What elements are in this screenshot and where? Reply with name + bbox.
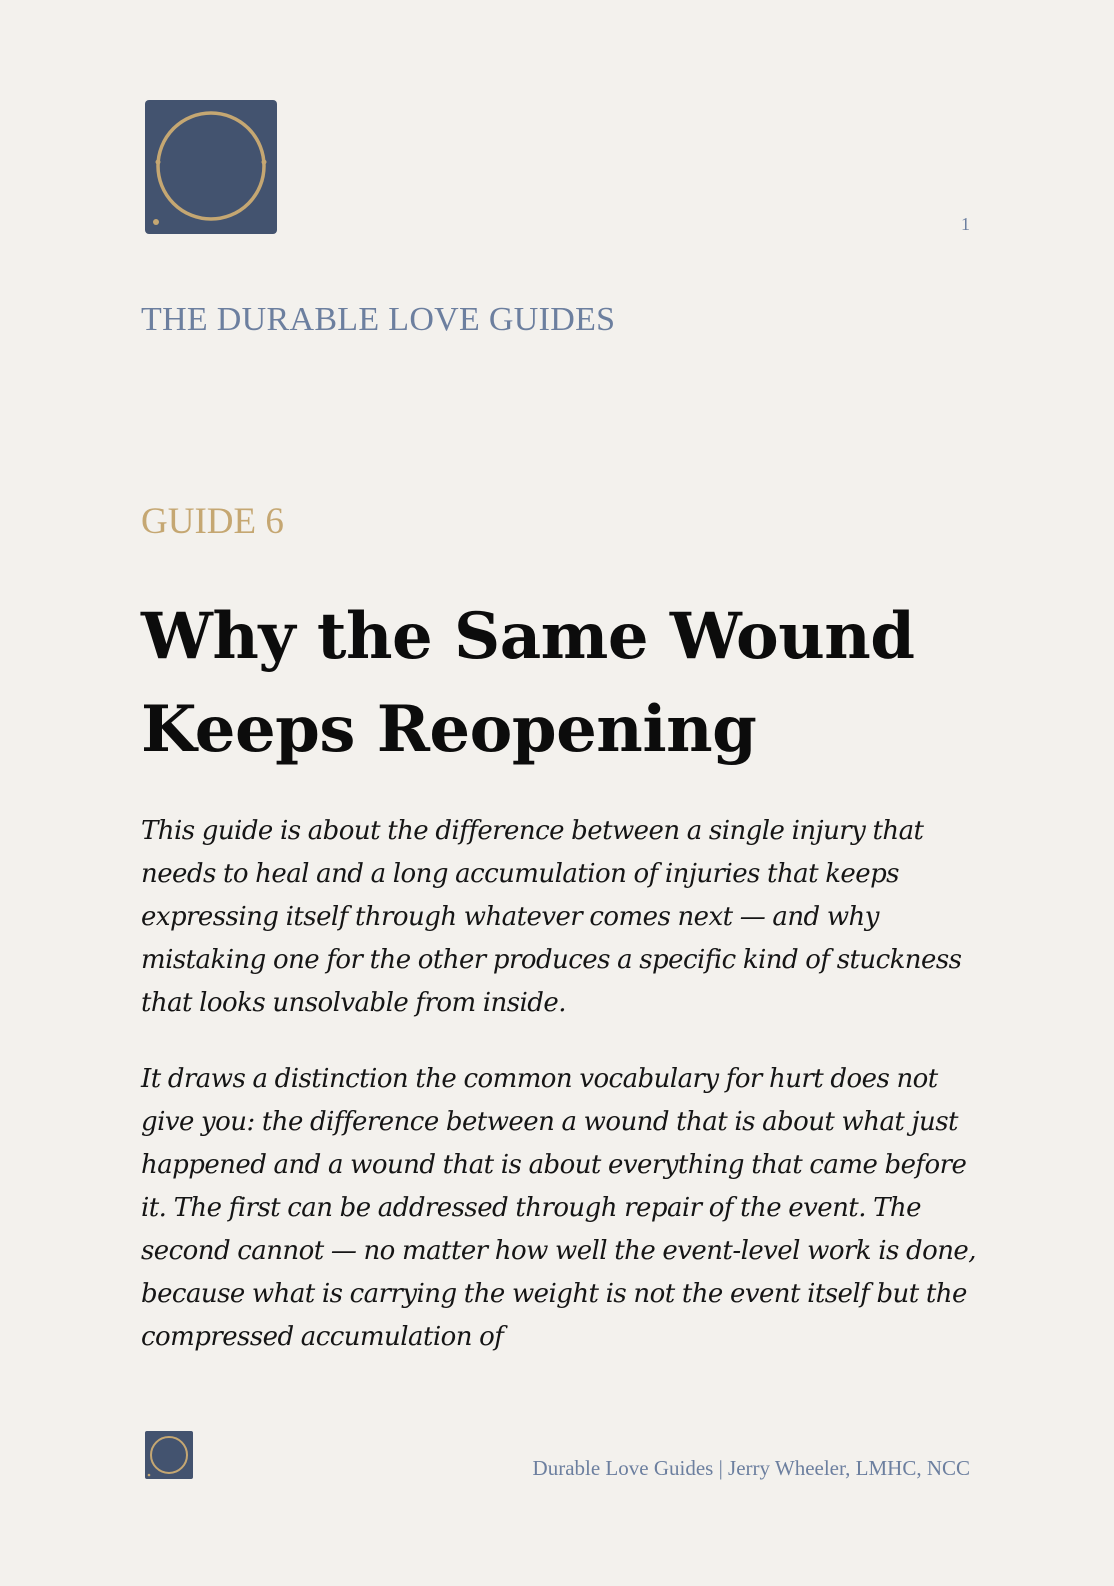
footer-credit: Durable Love Guides | Jerry Wheeler, LMHC, NCC [532, 1456, 970, 1480]
page-number: 1 [961, 214, 970, 234]
intro-paragraph: This guide is about the difference between a single injury that needs to heal and a long accumulation of injuries that keeps expressing itself through whatever comes next — and why mistaking one for the other produces a specific kind of stuckness that looks unsolvable from inside. [141, 816, 962, 1018]
footer-logo-icon [145, 1431, 193, 1479]
brand-logo-icon [145, 100, 277, 234]
series-title: THE DURABLE LOVE GUIDES [141, 301, 616, 338]
body-paragraph: It draws a distinction the common vocabulary for hurt does not give you: the difference between a wound that is about what just happened and a wound that is about everything that came before it. The first can be addressed through repair of the event. The second cannot — no matter how well the event-level work is done, because what is carrying the weight is not the event itself but the compressed accumulation of [141, 1064, 976, 1352]
guide-label: GUIDE 6 [141, 501, 284, 542]
guide-title: Why the Same Wound Keeps Reopening [141, 599, 915, 767]
